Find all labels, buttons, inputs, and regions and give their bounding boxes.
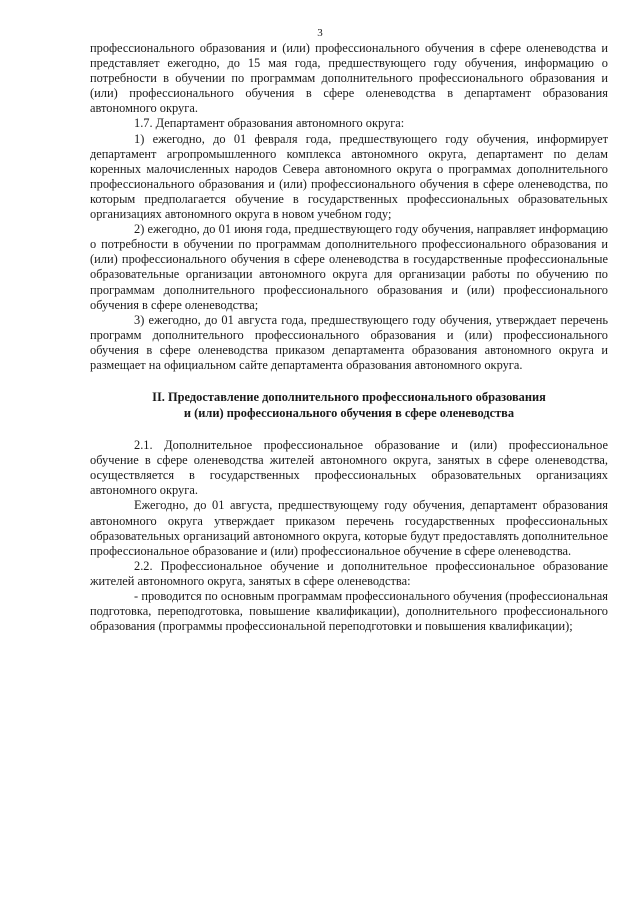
- paragraph-2-2-item-1: - проводится по основным программам профессионального обучения (профессиональная подготовка, переподготовка, повышение квалификации), дополнительного профессионального образования (программы профессиональной переподготовки и повышения квалификации);: [90, 589, 608, 634]
- paragraph-1-7: 1.7. Департамент образования автономного округа:: [134, 116, 405, 131]
- paragraph-1-7-item-3: 3) ежегодно, до 01 августа года, предшествующего году обучения, утверждает перечень программ дополнительного профессионального образования и (или) профессионального обучения в сфере оленеводства приказом департамента образования автономного округа и размещает на официальном сайте департамента образования автономного округа.: [90, 312, 608, 372]
- paragraph-1-7-item-1: 1) ежегодно, до 01 февраля года, предшествующего году обучения, информирует департамент агропромышленного комплекса автономного округа, департамент по делам коренных малочисленных народов Севера автономного округа о программах дополнительного профессионального образования и (или) профессионального обучения в сфере оленеводства, по которым предполагается обучение в государственных профессиональных образовательных организациях автономного округа в новом учебном году;: [90, 131, 608, 222]
- document-body: [90, 41, 608, 634]
- page-number: 3: [317, 27, 323, 39]
- section-heading-line-2: и (или) профессионального обучения в сфере оленеводства: [183, 405, 515, 420]
- paragraph-continuation: профессионального образования и (или) профессионального обучения в сфере оленеводства и представляет ежегодно, до 15 мая года, предшествующего году обучения, информацию о потребности в обучении по программам дополнительного профессионального образования и (или) профессионального обучения в сфере оленеводства в департамент образования автономного округа.: [90, 41, 608, 116]
- spacer: [90, 373, 608, 390]
- section-heading-line-1: II. Предоставление дополнительного профессионального образования: [152, 390, 546, 405]
- paragraph-2-2: 2.2. Профессиональное обучение и дополнительное профессиональное образование жителей автономного округа, занятых в сфере оленеводства:: [90, 558, 608, 588]
- paragraph-1-7-item-2: 2) ежегодно, до 01 июня года, предшествующего году обучения, направляет информацию о потребности в обучении по программам дополнительного профессионального образования и (или) профессионального обучения в сфере оленеводства в государственные профессиональные образовательные организации автономного округа для организации работы по обучению по программам дополнительного профессионального образования и (или) профессионального обучения в сфере оленеводства;: [90, 222, 608, 312]
- paragraph-2-1: 2.1. Дополнительное профессиональное образование и (или) профессиональное обучение в сфере оленеводства жителей автономного округа, занятых в сфере оленеводства, осуществляется в государственных профессиональных образовательных организациях автономного округа.: [90, 438, 608, 498]
- paragraph-2-1-annual: Ежегодно, до 01 августа, предшествующему году обучения, департамент образования автономного округа утверждает приказом перечень государственных профессиональных образовательных организаций автономного округа, которые будут предоставлять дополнительное профессиональное образование и (или) профессиональное обучение в сфере оленеводства.: [90, 498, 608, 558]
- spacer: [90, 421, 608, 438]
